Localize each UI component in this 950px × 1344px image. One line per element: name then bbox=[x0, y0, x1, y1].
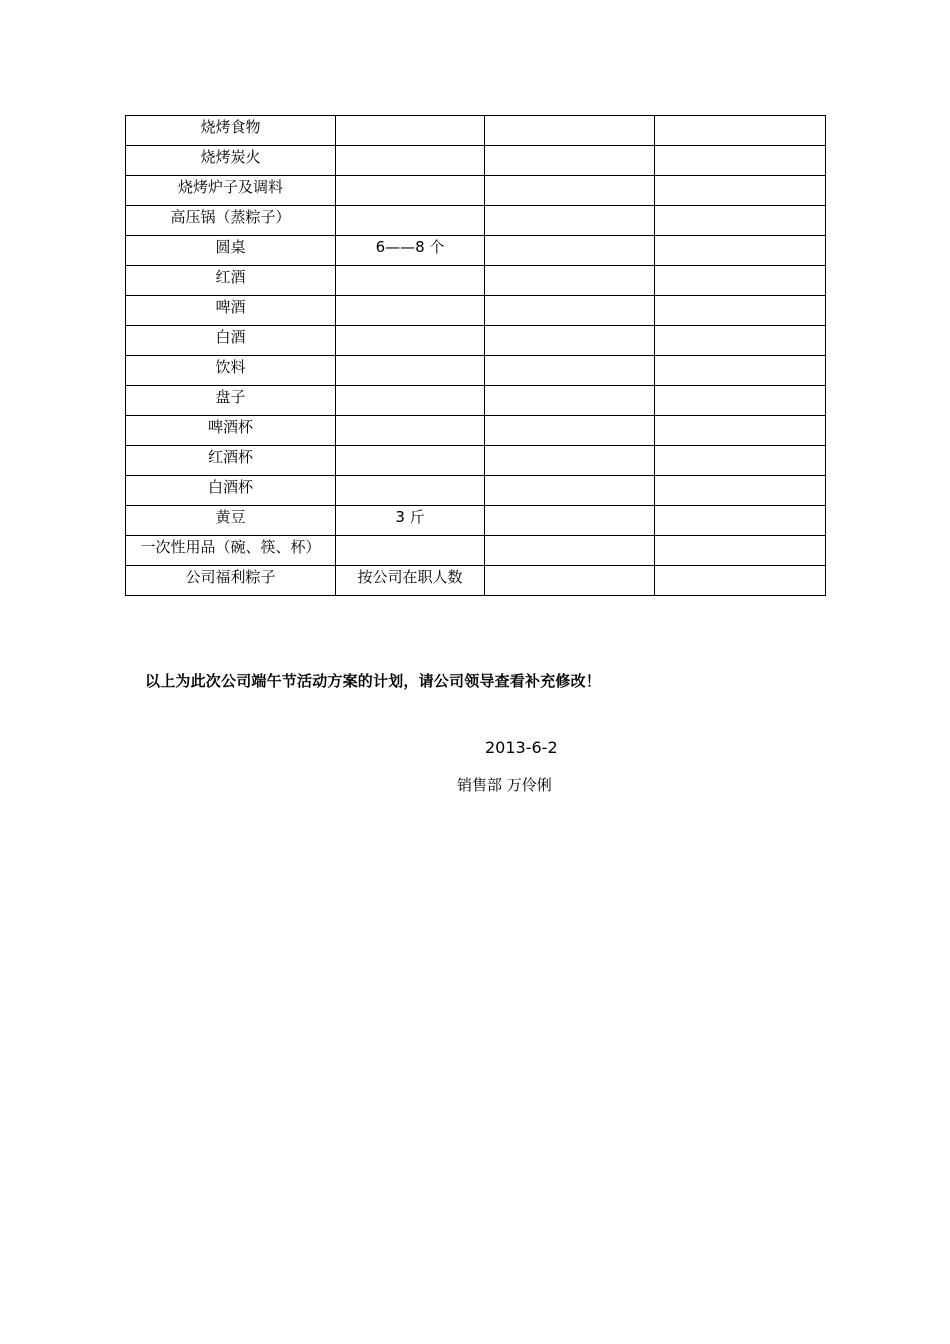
quantity-cell bbox=[336, 296, 485, 326]
column3-cell bbox=[485, 146, 655, 176]
column3-cell bbox=[485, 566, 655, 596]
item-cell: 白酒杯 bbox=[126, 476, 336, 506]
column3-cell bbox=[485, 356, 655, 386]
table-row bbox=[126, 236, 826, 266]
column3-cell bbox=[485, 446, 655, 476]
table-row bbox=[126, 446, 826, 476]
signature: 销售部 万伶俐 bbox=[457, 776, 552, 794]
table-row bbox=[126, 476, 826, 506]
supply-table bbox=[125, 115, 826, 596]
table-row bbox=[126, 296, 826, 326]
supply-table-body bbox=[126, 116, 826, 596]
quantity-cell bbox=[336, 116, 485, 146]
quantity-cell bbox=[336, 476, 485, 506]
table-row bbox=[126, 266, 826, 296]
item-cell: 高压锅（蒸粽子） bbox=[126, 206, 336, 236]
column3-cell bbox=[485, 116, 655, 146]
column4-cell bbox=[655, 566, 826, 596]
column3-cell bbox=[485, 416, 655, 446]
quantity-cell: 按公司在职人数 bbox=[336, 566, 485, 596]
item-cell: 啤酒 bbox=[126, 296, 336, 326]
item-cell: 黄豆 bbox=[126, 506, 336, 536]
quantity-cell bbox=[336, 446, 485, 476]
item-cell: 白酒 bbox=[126, 326, 336, 356]
column3-cell bbox=[485, 296, 655, 326]
quantity-cell bbox=[336, 176, 485, 206]
item-cell: 烧烤炉子及调料 bbox=[126, 176, 336, 206]
item-cell: 圆桌 bbox=[126, 236, 336, 266]
item-cell: 红酒 bbox=[126, 266, 336, 296]
quantity-cell bbox=[336, 146, 485, 176]
quantity-cell bbox=[336, 386, 485, 416]
quantity-cell bbox=[336, 206, 485, 236]
table-row bbox=[126, 536, 826, 566]
column3-cell bbox=[485, 206, 655, 236]
column4-cell bbox=[655, 356, 826, 386]
table-row bbox=[126, 206, 826, 236]
item-cell: 啤酒杯 bbox=[126, 416, 336, 446]
column4-cell bbox=[655, 476, 826, 506]
column4-cell bbox=[655, 266, 826, 296]
table-row bbox=[126, 176, 826, 206]
table-row bbox=[126, 146, 826, 176]
column4-cell bbox=[655, 206, 826, 236]
column4-cell bbox=[655, 326, 826, 356]
table-row bbox=[126, 566, 826, 596]
item-cell: 饮料 bbox=[126, 356, 336, 386]
column4-cell bbox=[655, 176, 826, 206]
column3-cell bbox=[485, 326, 655, 356]
table-row bbox=[126, 386, 826, 416]
column4-cell bbox=[655, 506, 826, 536]
column4-cell bbox=[655, 116, 826, 146]
item-cell: 一次性用品（碗、筷、杯） bbox=[126, 536, 336, 566]
column3-cell bbox=[485, 506, 655, 536]
table-row bbox=[126, 356, 826, 386]
column4-cell bbox=[655, 146, 826, 176]
quantity-cell bbox=[336, 536, 485, 566]
table-row bbox=[126, 116, 826, 146]
column3-cell bbox=[485, 476, 655, 506]
table-row bbox=[126, 416, 826, 446]
item-cell: 公司福利粽子 bbox=[126, 566, 336, 596]
item-cell: 盘子 bbox=[126, 386, 336, 416]
item-cell: 红酒杯 bbox=[126, 446, 336, 476]
item-cell: 烧烤食物 bbox=[126, 116, 336, 146]
column3-cell bbox=[485, 386, 655, 416]
table-row bbox=[126, 326, 826, 356]
quantity-cell bbox=[336, 326, 485, 356]
quantity-cell bbox=[336, 266, 485, 296]
document-date: 2013-6-2 bbox=[485, 738, 558, 757]
column4-cell bbox=[655, 296, 826, 326]
quantity-cell bbox=[336, 416, 485, 446]
column4-cell bbox=[655, 446, 826, 476]
column3-cell bbox=[485, 176, 655, 206]
quantity-cell bbox=[336, 356, 485, 386]
quantity-cell: 3 斤 bbox=[336, 506, 485, 536]
column4-cell bbox=[655, 236, 826, 266]
quantity-cell: 6——8 个 bbox=[336, 236, 485, 266]
column3-cell bbox=[485, 266, 655, 296]
column4-cell bbox=[655, 416, 826, 446]
column3-cell bbox=[485, 536, 655, 566]
table-row bbox=[126, 506, 826, 536]
column3-cell bbox=[485, 236, 655, 266]
item-cell: 烧烤炭火 bbox=[126, 146, 336, 176]
column4-cell bbox=[655, 536, 826, 566]
closing-note: 以上为此次公司端午节活动方案的计划，请公司领导查看补充修改！ bbox=[145, 672, 602, 690]
column4-cell bbox=[655, 386, 826, 416]
